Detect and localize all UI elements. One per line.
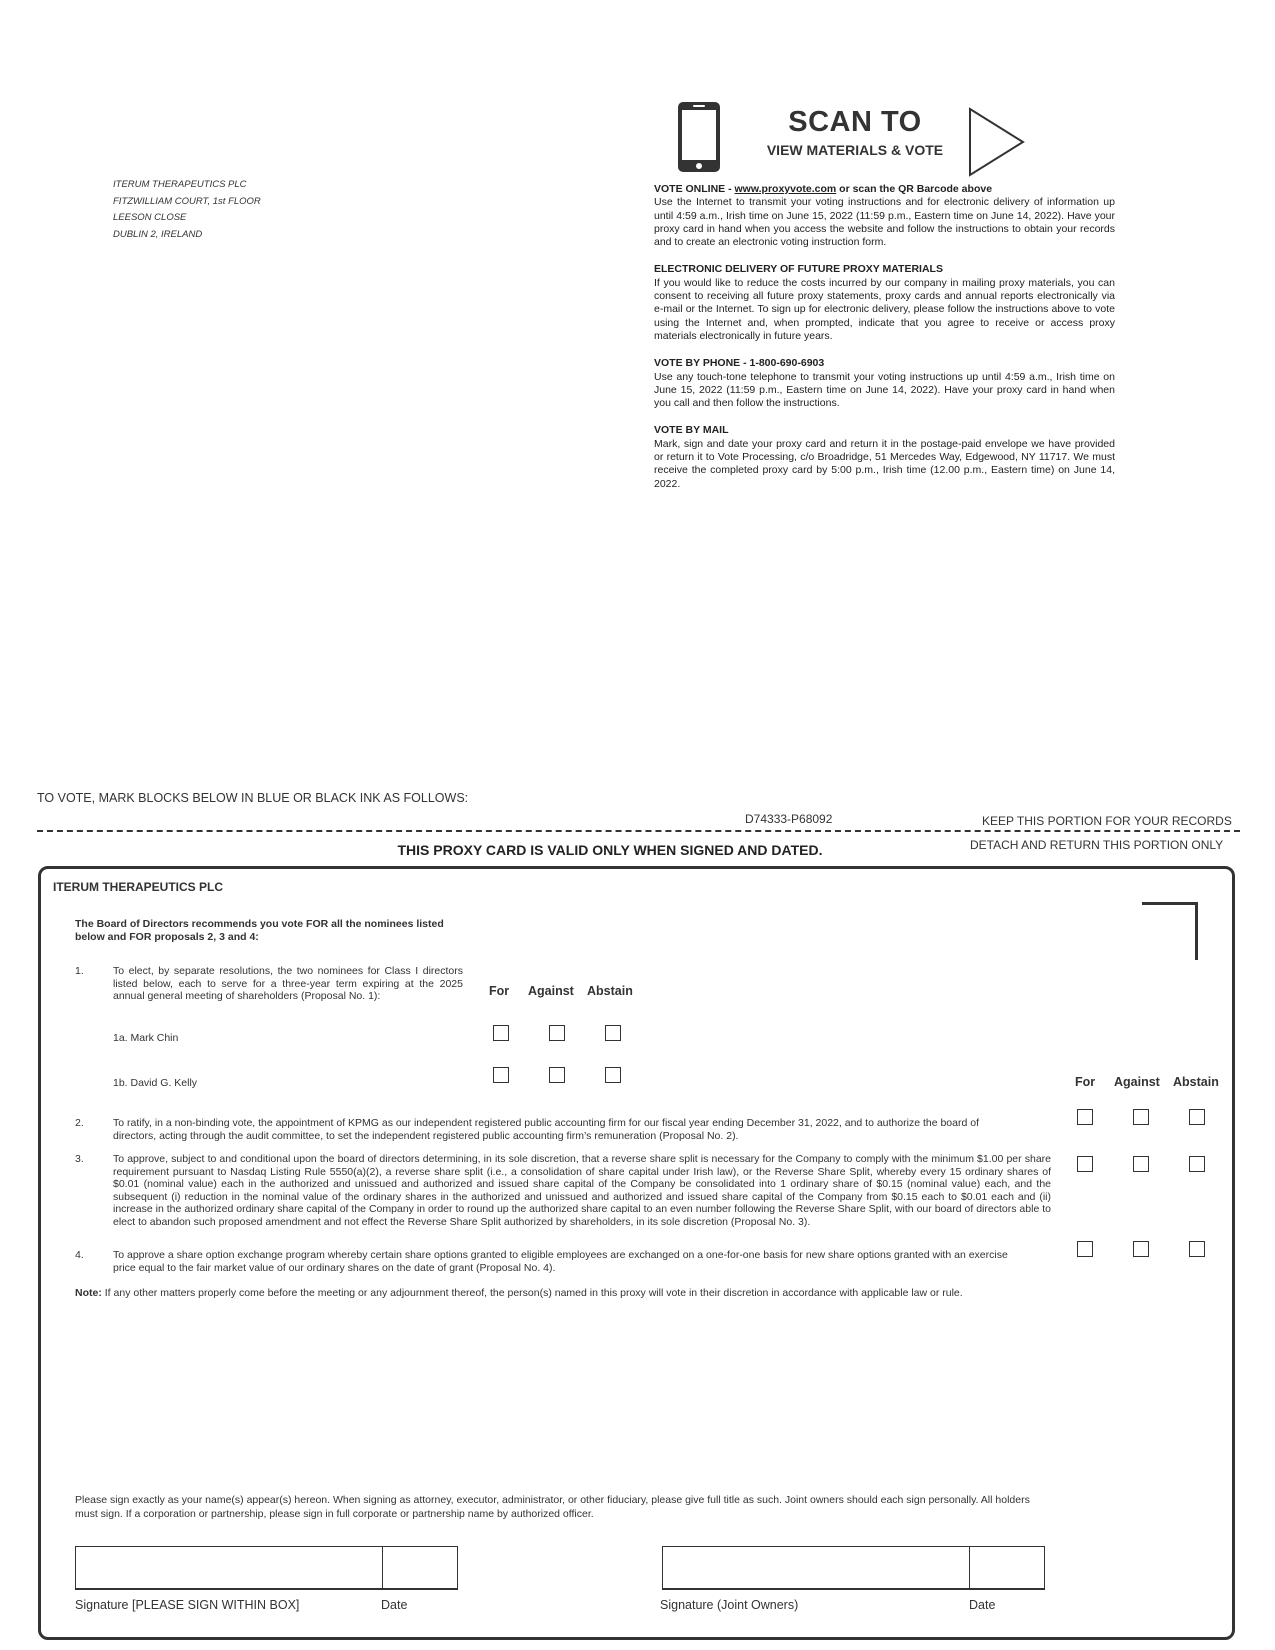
- date-box[interactable]: [383, 1546, 458, 1590]
- keep-portion-label: KEEP THIS PORTION FOR YOUR RECORDS: [982, 814, 1232, 828]
- signature-label: Signature [PLEASE SIGN WITHIN BOX]: [75, 1598, 300, 1612]
- vote-online-prefix: VOTE ONLINE -: [654, 183, 735, 195]
- nominee-1b-against-checkbox[interactable]: [549, 1067, 565, 1083]
- card-company-name: ITERUM THERAPEUTICS PLC: [53, 880, 224, 894]
- nominee-1b-for-checkbox[interactable]: [493, 1067, 509, 1083]
- signature-box[interactable]: [75, 1546, 383, 1590]
- vote-phone-section: [654, 357, 1115, 410]
- proxyvote-link[interactable]: www.proxyvote.com: [734, 183, 837, 195]
- valid-notice: THIS PROXY CARD IS VALID ONLY WHEN SIGNED AND DATED.: [397, 842, 823, 858]
- proposal-2-number: 2.: [75, 1117, 84, 1129]
- nominee-1a-abstain-checkbox[interactable]: [605, 1025, 621, 1041]
- address-line: ITERUM THERAPEUTICS PLC: [113, 179, 247, 190]
- corner-mark: [1142, 902, 1198, 960]
- vote-online-section: [654, 183, 1115, 249]
- signing-instructions: Please sign exactly as your name(s) appear(s) hereon. When signing as attorney, executor, administrator, or other fiduciary, please give full title as such. Joint owners should each sign personally. All holders must sign. If a corporation or partnership, please sign in full corporate or partnership name by authorized officer.: [75, 1494, 1030, 1520]
- phone-icon: [677, 101, 721, 173]
- note-label: Note:: [75, 1287, 102, 1299]
- proposal-4-number: 4.: [75, 1249, 84, 1261]
- vote-online-body: Use the Internet to transmit your voting instructions and for electronic delivery of information up until 4:59 a.m., Irish time on June 15, 2022 (11:59 p.m., Eastern time on June 14, 2022). Have your proxy card in hand when you access the website and follow the instructions to obtain your records and to create an electronic voting instruction form.: [654, 196, 1115, 249]
- electronic-delivery-body: If you would like to reduce the costs incurred by our company in mailing proxy materials, you can consent to receiving all future proxy statements, proxy cards and annual reports electronically via e-mail or the Internet. To sign up for electronic delivery, please follow the instructions above to vote using the Internet and, when prompted, indicate that you agree to receive or access proxy materials electronically in future years.: [654, 276, 1115, 342]
- to-vote-instruction: TO VOTE, MARK BLOCKS BELOW IN BLUE OR BLACK INK AS FOLLOWS:: [37, 791, 469, 805]
- nominee-1b: 1b. David G. Kelly: [113, 1077, 198, 1089]
- vote-header-against-right: Against: [1114, 1075, 1160, 1089]
- proposal-2-text: To ratify, in a non-binding vote, the appointment of KPMG as our independent registered public accounting firm for our fiscal year ending December 31, 2022, and to authorize the board of directors, acting through the audit committee, to set the independent registered public accounting firm’s remuneration (Proposal No. 2).: [113, 1117, 979, 1142]
- vote-header-abstain-right: Abstain: [1173, 1075, 1219, 1089]
- proposal-4-against-checkbox[interactable]: [1133, 1241, 1149, 1257]
- proposal-3-text: To approve, subject to and conditional upon the board of directors determining, in its sole discretion, that a reverse share split is necessary for the Company to comply with the minimum $1.00 per share requirement pursuant to Nasdaq Listing Rule 5550(a)(2), a reverse share split (i.e., a consolidation of share capital under Irish law), or the Reverse Share Split, whereby every 15 ordinary shares of $0.01 (nominal value) each in the authorized and unissued and authorized and issued share capital of the Company be consolidated into 1 ordinary share of $0.15 (nominal value) each, and the subsequent (i) reduction in the nominal value of the ordinary shares in the authorized and unissued and authorized and issued share capital of the Company from $0.15 each to $0.01 each and (ii) increase in the authorized ordinary share capital of the Company in order to round up the authorized share capital to an even number following the Reverse Share Split, with our board of directors able to elect to abandon such proposed amendment and not effect the Reverse Share Split authorized by shareholders, in its sole discretion (Proposal No. 3).: [113, 1153, 1051, 1228]
- note-text: If any other matters properly come before the meeting or any adjournment thereof, the person(s) named in this proxy will vote in their discretion in accordance with applicable law or rule.: [101, 1287, 963, 1299]
- proposal-1-number: 1.: [75, 965, 84, 977]
- voting-instructions: [654, 183, 1115, 505]
- proposal-3-number: 3.: [75, 1153, 84, 1165]
- proposal-4-abstain-checkbox[interactable]: [1189, 1241, 1205, 1257]
- vote-mail-heading: VOTE BY MAIL: [654, 424, 729, 437]
- joint-signature-box[interactable]: [662, 1546, 970, 1590]
- detach-portion-label: DETACH AND RETURN THIS PORTION ONLY: [970, 838, 1224, 852]
- nominee-1a-for-checkbox[interactable]: [493, 1025, 509, 1041]
- joint-date-label: Date: [969, 1598, 996, 1612]
- scan-subtitle: VIEW MATERIALS & VOTE: [766, 142, 944, 158]
- electronic-delivery-heading: ELECTRONIC DELIVERY OF FUTURE PROXY MATERIALS: [654, 263, 943, 276]
- vote-online-suffix: or scan the QR Barcode above: [836, 183, 993, 195]
- vote-header-for-right: For: [1075, 1075, 1096, 1089]
- proposal-2-against-checkbox[interactable]: [1133, 1109, 1149, 1125]
- vote-header-abstain: Abstain: [587, 984, 633, 998]
- date-label: Date: [381, 1598, 408, 1612]
- vote-phone-heading: VOTE BY PHONE - 1-800-690-6903: [654, 357, 825, 370]
- return-address: [113, 177, 261, 243]
- address-line: LEESON CLOSE: [113, 212, 187, 223]
- electronic-delivery-section: [654, 263, 1115, 343]
- control-code: D74333-P68092: [745, 812, 833, 826]
- detach-line: [37, 830, 1240, 832]
- play-arrow-icon: [967, 106, 1027, 178]
- joint-signature-label: Signature (Joint Owners): [660, 1598, 799, 1612]
- card-note: [75, 1287, 1045, 1300]
- proposal-2-abstain-checkbox[interactable]: [1189, 1109, 1205, 1125]
- scan-title: SCAN TO: [788, 106, 922, 138]
- address-line: DUBLIN 2, IRELAND: [113, 228, 203, 240]
- address-line: FITZWILLIAM COURT, 1st FLOOR: [113, 195, 261, 207]
- vote-online-heading: [654, 183, 1115, 196]
- proposal-4-for-checkbox[interactable]: [1077, 1241, 1093, 1257]
- vote-mail-body: Mark, sign and date your proxy card and return it in the postage-paid envelope we have provided or return it to Vote Processing, c/o Broadridge, 51 Mercedes Way, Edgewood, NY 11717. We must receive the completed proxy card by 5:00 p.m., Irish time (12.00 p.m., Eastern time) on June 14, 2022.: [654, 437, 1115, 490]
- vote-phone-body: Use any touch-tone telephone to transmit your voting instructions up until 4:59 a.m., Irish time on June 15, 2022 (11:59 p.m., Eastern time on June 14, 2022). Have your proxy card in hand when you call and then follow the instructions.: [654, 370, 1115, 410]
- nominee-1b-abstain-checkbox[interactable]: [605, 1067, 621, 1083]
- proposal-4-text: To approve a share option exchange program whereby certain share options granted to eligible employees are exchanged on a one-for-one basis for new share options granted with an exercise price equal to the fair market value of our ordinary shares on the date of grant (Proposal No. 4).: [113, 1249, 1008, 1274]
- joint-date-box[interactable]: [970, 1546, 1045, 1590]
- proposal-3-against-checkbox[interactable]: [1133, 1156, 1149, 1172]
- proposal-3-abstain-checkbox[interactable]: [1189, 1156, 1205, 1172]
- proposal-1-text: To elect, by separate resolutions, the two nominees for Class I directors listed below, each to serve for a three-year term expiring at the 2025 annual general meeting of shareholders (Proposal No. 1):: [113, 965, 463, 1003]
- board-recommendation: The Board of Directors recommends you vote FOR all the nominees listed below and FOR proposals 2, 3 and 4:: [75, 918, 444, 943]
- vote-header-for: For: [489, 984, 510, 998]
- proposal-2-for-checkbox[interactable]: [1077, 1109, 1093, 1125]
- proposal-3-for-checkbox[interactable]: [1077, 1156, 1093, 1172]
- vote-mail-section: [654, 424, 1115, 490]
- vote-header-against: Against: [528, 984, 574, 998]
- nominee-1a-against-checkbox[interactable]: [549, 1025, 565, 1041]
- nominee-1a: 1a. Mark Chin: [113, 1032, 179, 1044]
